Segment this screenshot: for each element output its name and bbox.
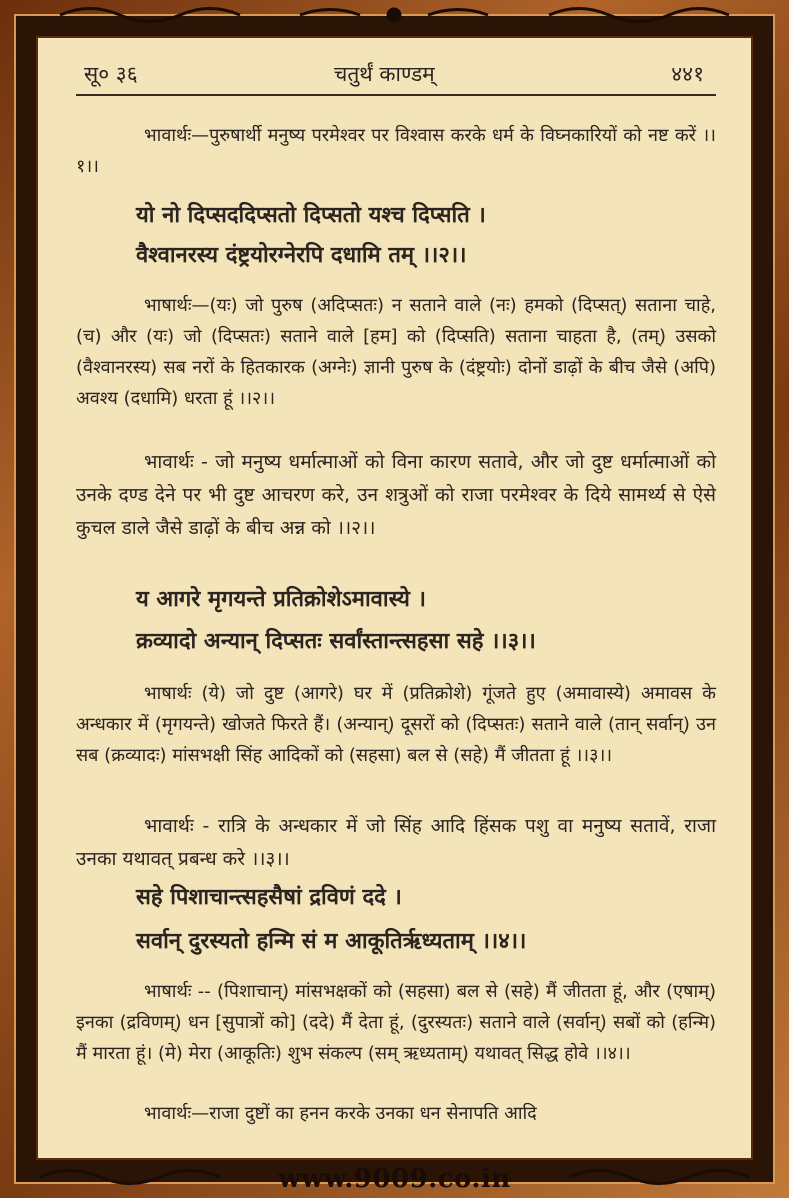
mantra-2-line-1: यो नो दिप्सददिप्सतो दिप्सतो यश्च दिप्सति । (136, 203, 486, 228)
kanda-title: चतुर्थं काण्डम् (334, 62, 435, 86)
page-header (84, 54, 704, 90)
bhavartha-2: भावार्थः - जो मनुष्य धर्मात्माओं को विना कारण सतावे, और जो दुष्ट धर्मात्माओं को उनके दण्ड देने पर भी दुष्ट आचरण करे, उन शत्रुओं को राजा परमेश्वर के दिये सामर्थ्य से ऐसे कुचल डाले जैसे डाढ़ों के बीच अन्न को ।।२।। (76, 451, 716, 539)
bhavartha-1: भावार्थः—पुरुषार्थी मनुष्य परमेश्वर पर विश्वास करके धर्म के विघ्नकारियों को नष्ट करें ।।१।। (76, 125, 716, 177)
bhavartha-4: भावार्थः—राजा दुष्टों का हनन करके उनका धन सेनापति आदि (144, 1103, 537, 1124)
mantra-3-line-1: य आगरे मृगयन्ते प्रतिक्रोशेऽमावास्ये । (136, 587, 426, 612)
mantra-3-line-2: क्रव्यादो अन्यान् दिप्सतः सर्वांस्तान्त्सहसा सहे ।।३।। (136, 629, 536, 654)
mantra-4-line-2: सर्वान् दुरस्यतो हन्मि सं म आकूतिर्ऋध्यताम् ।।४।। (136, 929, 527, 954)
mantra-4-line-1: सहे पिशाचान्त्सहसैषां द्रविणं ददे । (136, 885, 402, 910)
sukta-number: सू० ३६ (84, 62, 138, 86)
book-page (36, 36, 753, 1160)
mantra-2-line-2: वैश्वानरस्य दंष्ट्रयोरग्नेरपि दधामि तम् ।।२।। (136, 243, 467, 268)
bhashartha-3: भाषार्थः (ये) जो दुष्ट (आगरे) घर में (प्रतिक्रोशे) गूंजते हुए (अमावास्ये) अमावस के अन्धकार में (मृगयन्ते) खोजते फिरते हैं। (अन्यान्) दूसरों को (दिप्सतः) सताने वाले (तान् सर्वान्) उन सब (क्रव्यादः) मांसभक्षी सिंह आदिकों को (सहसा) बल से (सहे) मैं जीतता हूं ।।३।। (76, 683, 716, 766)
header-rule (76, 94, 716, 96)
website-url[interactable]: www.9009.co.in (278, 1164, 511, 1194)
bhashartha-4: भाषार्थः -- (पिशाचान्) मांसभक्षकों को (सहसा) बल से (सहे) मैं जीतता हूं, और (एषाम्) इनका (द्रविणम्) धन [सुपात्रों को] (ददे) मैं देता हूं, (दुरस्यतः) सताने वाले (सर्वान्) सबों को (हन्मि) मैं मारता हूं। (मे) मेरा (आकूतिः) शुभ संकल्प (सम् ऋध्यताम्) यथावत् सिद्ध होवे ।।४।। (76, 981, 716, 1064)
bhavartha-3: भावार्थः - रात्रि के अन्धकार में जो सिंह आदि हिंसक पशु वा मनुष्य सतावें, राजा उनका यथावत् प्रबन्ध करे ।।३।। (76, 815, 716, 870)
page-number: ४४१ (671, 62, 704, 86)
bhashartha-2: भाषार्थः—(यः) जो पुरुष (अदिप्सतः) न सताने वाले (नः) हमको (दिप्सत्) सताना चाहे, (च) और (यः) जो (दिप्सतः) सताने वाले [हम] को (दिप्सति) सताना चाहता है, (तम्) उसको (वैश्वानरस्य) सब नरों के हितकारक (अग्नेः) ज्ञानी पुरुष के (दंष्ट्रयोः) दोनों डाढ़ों के बीच जैसे (अपि) अवश्य (दधामि) धरता हूं ।।२।। (76, 295, 716, 409)
